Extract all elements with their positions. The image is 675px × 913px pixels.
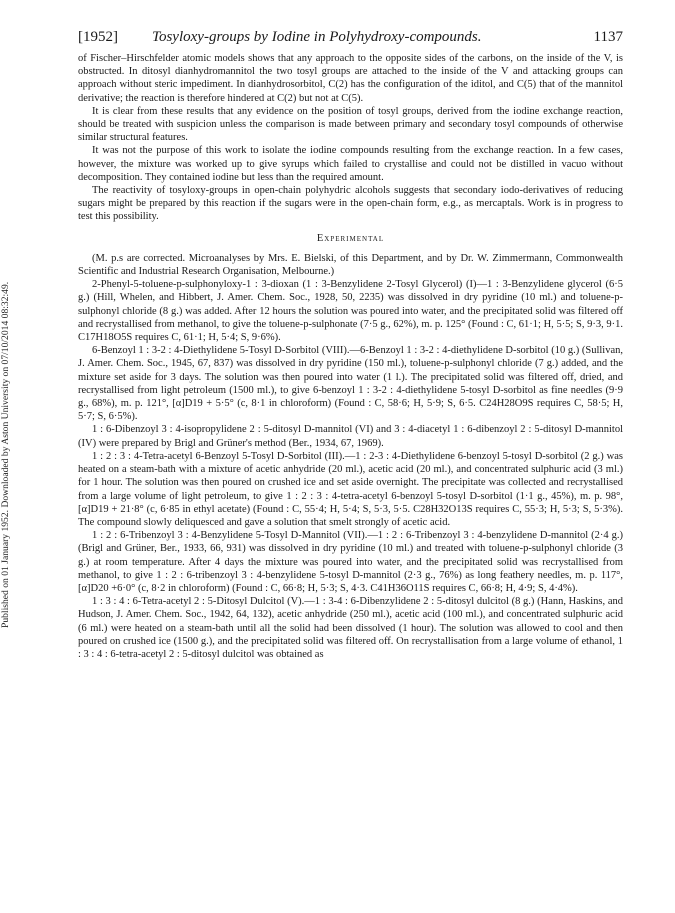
section-heading-text: Experimental xyxy=(316,232,385,244)
body-paragraph-4: The reactivity of tosyloxy-groups in open-chain polyhydric alcohols suggests that secondary iodo-derivatives of reducing sugars might be prepared by this reaction if the sugars were in the open-chain form, e.g., as mercaptals. Work is in progress to test this possibility. xyxy=(78,185,623,223)
body-paragraph-2: It is clear from these results that any evidence on the position of tosyl groups, derived from the iodine exchange reaction, should be treated with suspicion unless the comparison is made between primary and secondary tosyl compounds of otherwise similar structural features. xyxy=(78,105,623,144)
page-year: [1952] xyxy=(78,29,118,45)
experimental-paragraph-3: 1 : 6-Dibenzoyl 3 : 4-isopropylidene 2 : 5-ditosyl D-mannitol (VI) and 3 : 4-diacetyl 1 : 6-dibenzoyl 2 : 5-ditosyl D-mannitol (IV) were prepared by Brigl and Grüner's method (Ber., 1934, 67, 1969). xyxy=(78,424,623,449)
running-header xyxy=(78,25,623,49)
experimental-paragraph-2: 6-Benzoyl 1 : 3-2 : 4-Diethylidene 5-Tosyl D-Sorbitol (VIII).—6-Benzoyl 1 : 3-2 : 4-diethylidene D-sorbitol (10 g.) (Sullivan, J. Amer. Chem. Soc., 1945, 67, 837) was dissolved in dry pyridine (150 ml.), toluene-p-sulphonyl chloride (7 g.) added, and the mixture set aside for 3 days. The solution was then poured into water (1 l.). The precipitated solid was filtered off, dried, and recrystallised from light petroleum (1500 ml.), to give 6-benzoyl 1 : 3-2 : 4-diethylidene 5-tosyl D-sorbitol as fine needles (9·9 g., 68%), m. p. 121°, [α]D19 + 5·5° (c, 8·1 in chloroform) (Found : C, 58·6; H, 5·9; S, 6·5. C24H28O9S requires C, 58·5; H, 5·7; S, 6·5%). xyxy=(78,345,623,423)
experimental-paragraph-6: 1 : 3 : 4 : 6-Tetra-acetyl 2 : 5-Ditosyl Dulcitol (V).—1 : 3-4 : 6-Dibenzylidene 2 : 5-ditosyl dulcitol (8 g.) (Hann, Haskins, and Hudson, J. Amer. Chem. Soc., 1942, 64, 132), acetic anhydride (250 ml.), acetic acid (100 ml.), and concentrated sulphuric acid (6 ml.) were heated on a steam-bath until all the solid had been dissolved (1 hour). The solution was allowed to cool and then poured on crushed ice (1500 g.), and the precipitated solid was filtered off. On recrystallisation from a large volume of ethanol, 1 : 3 : 4 : 6-tetra-acetyl 2 : 5-ditosyl dulcitol was obtained as xyxy=(78,596,623,660)
running-title: Tosyloxy-groups by Iodine in Polyhydroxy-compounds. xyxy=(152,29,482,45)
body-paragraph-1: of Fischer–Hirschfelder atomic models shows that any approach to the opposite sides of the carbons, on the inside of the V, is obstructed. In ditosyl dianhydromannitol the two tosyl groups are attached to the inside of the V and attacking groups can approach without steric impediment. In dianhydrosorbitol, C(2) has the configuration of the iditol, and C(5) that of the mannitol derivative; the reaction is therefore hindered at C(2) but not at C(5). xyxy=(78,53,623,104)
body-paragraph-3: It was not the purpose of this work to isolate the iodine compounds resulting from the exchange reaction. In a few cases, however, the mixture was worked up to give syrups which failed to crystallise and could not be distilled in vacuo without decomposition. They contained iodine but less than the required amount. xyxy=(78,145,623,183)
experimental-paragraph-1: 2-Phenyl-5-toluene-p-sulphonyloxy-1 : 3-dioxan (1 : 3-Benzylidene 2-Tosyl Glycerol) (I)—1 : 3-Benzylidene glycerol (6·5 g.) (Hill, Whelen, and Hibbert, J. Amer. Chem. Soc., 1928, 50, 2235) was dissolved in dry pyridine (10 ml.) and toluene-p-sulphonyl chloride (8 g.) was added. After 12 hours the solution was poured into water, and the precipitated solid was filtered off and recrystallised from methanol, to give the toluene-p-sulphonate (7·5 g., 62%), m. p. 125° (Found : C, 61·1; H, 5·5; S, 9·3, 9·1. C17H18O5S requires C, 61·1; H, 5·4; S, 9·6%). xyxy=(78,279,623,344)
experimental-paragraph-4: 1 : 2 : 3 : 4-Tetra-acetyl 6-Benzoyl 5-Tosyl D-Sorbitol (III).—1 : 2-3 : 4-Diethylidene 6-benzoyl 5-tosyl D-sorbitol (2 g.) was heated on a steam-bath with a mixture of acetic anhydride (20 ml.), acetic acid (20 ml.), and concentrated sulphuric acid (3 ml.) for 1 hour. The solution was then poured on crushed ice and set aside overnight. The precipitate was collected and recrystallised from a large volume of light petroleum, to give 1 : 2 : 3 : 4-tetra-acetyl 6-benzoyl 5-tosyl D-sorbitol (1·1 g., 45%), m. p. 98°, [α]D19 + 21·8° (c, 6·85 in ethyl acetate) (Found : C, 55·4; H, 5·4; S, 5·3, 5·5. C28H32O13S requires C, 55·3; H, 5·3; S, 5·3%). The compound slowly deliquesced and gave a solution that smelt strongly of acetic acid. xyxy=(78,450,623,528)
article-body xyxy=(78,52,623,661)
section-heading xyxy=(78,232,623,245)
page-number: 1137 xyxy=(593,29,623,45)
download-watermark: Published on 01 January 1952. Downloaded by Aston University on 07/10/2014 08:32:49. xyxy=(0,281,11,629)
experimental-paragraph-5: 1 : 2 : 6-Tribenzoyl 3 : 4-Benzylidene 5-Tosyl D-Mannitol (VII).—1 : 2 : 6-Tribenzoyl 3 : 4-benzylidene D-mannitol (2·4 g.) (Brigl and Grüner, Ber., 1933, 66, 931) was dissolved in dry pyridine (10 ml.) and treated with toluene-p-sulphonyl chloride (3 g.) at room temperature. After 4 days the mixture was poured into water, and the precipitated solid was recrystallised from methanol, to give 1 : 2 : 6-tribenzoyl 3 : 4-benzylidene 5-tosyl D-mannitol (2·3 g., 76%) as long feathery needles, m. p. 117°, [α]D20 +6·0° (c, 8·2 in chloroform) (Found : C, 66·8; H, 5·3; S, 4·3. C41H36O11S requires C, 66·8; H, 4·9; S, 4·4%). xyxy=(78,530,623,594)
experimental-note: (M. p.s are corrected. Microanalyses by Mrs. E. Bielski, of this Department, and by Dr. W. Zimmermann, Commonwealth Scientific and Industrial Research Organisation, Melbourne.) xyxy=(78,252,623,278)
